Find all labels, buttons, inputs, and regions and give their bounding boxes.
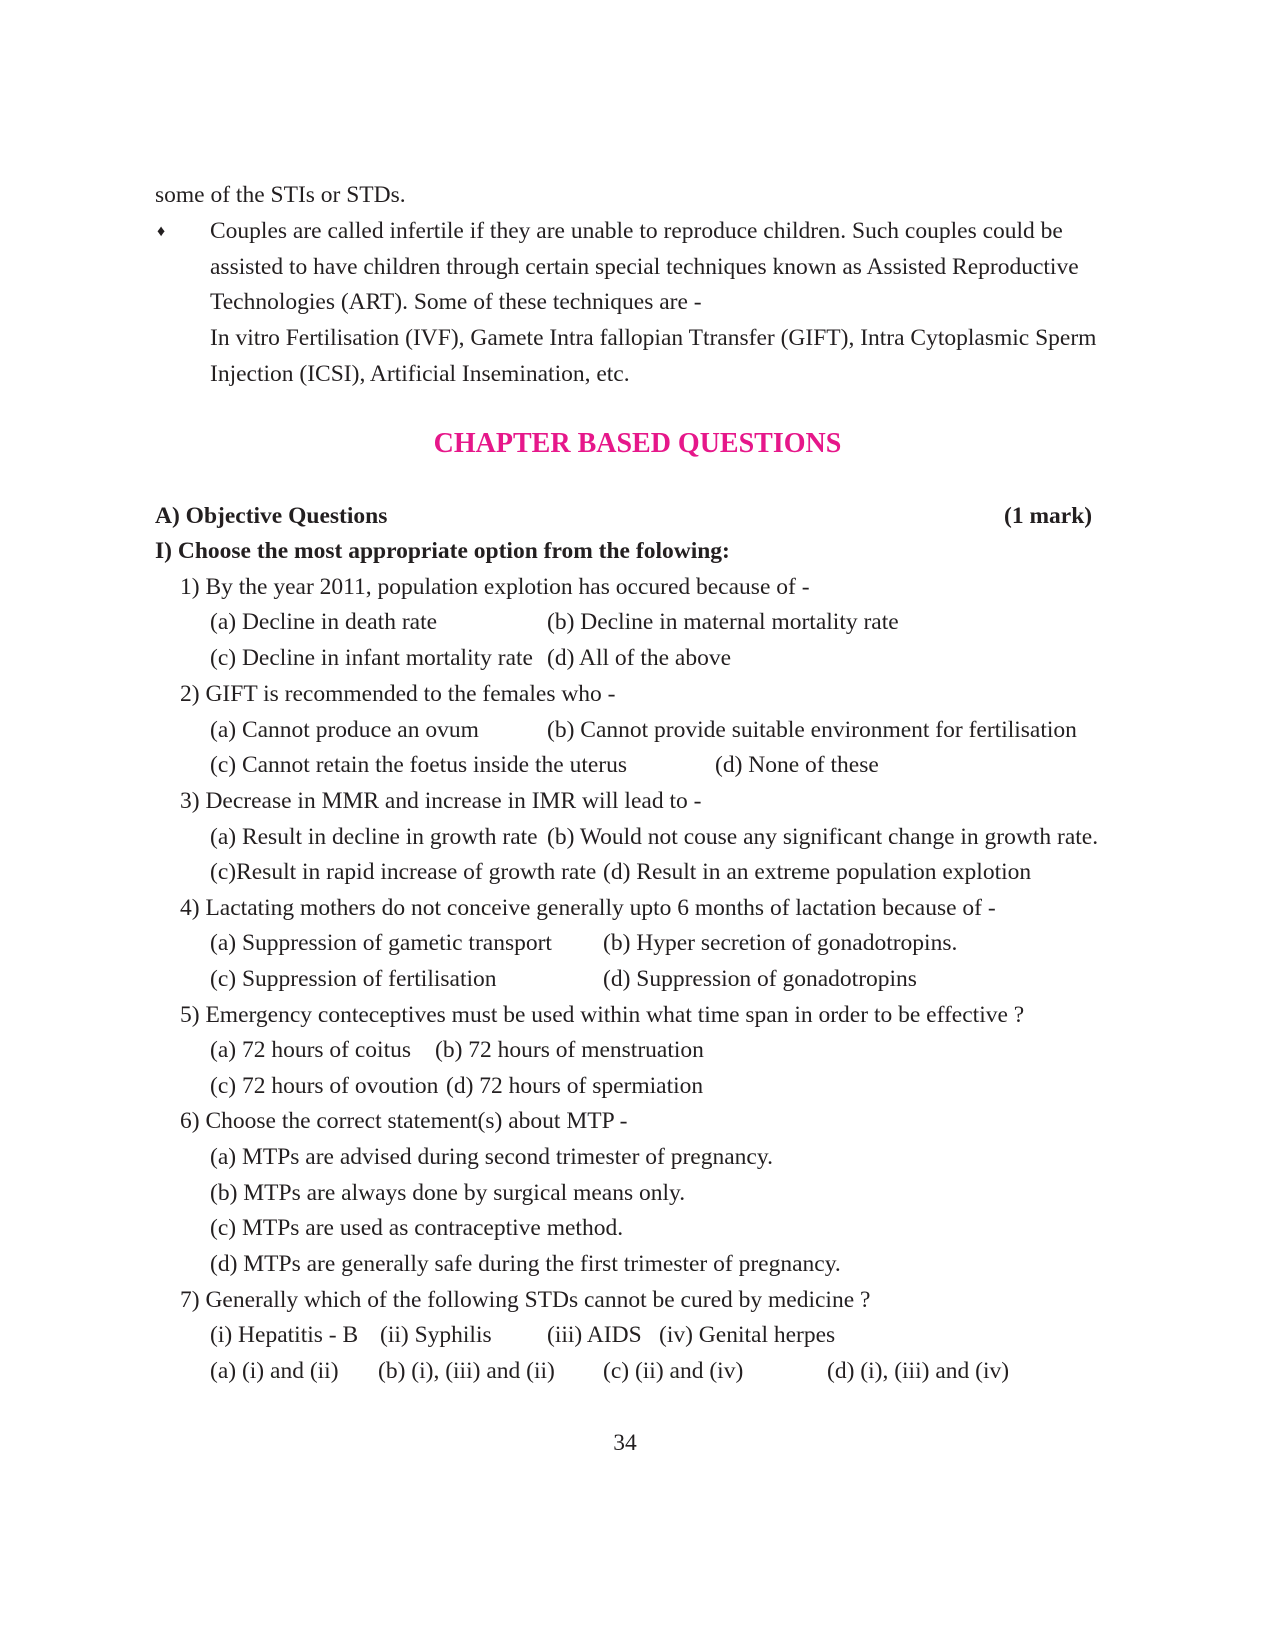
question-6-text: 6) Choose the correct statement(s) about MTP - — [180, 1108, 628, 1134]
q7-item-i: (i) Hepatitis - B — [210, 1322, 359, 1348]
question-4-text: 4) Lactating mothers do not conceive generally upto 6 months of lactation because of - — [180, 895, 996, 921]
q1-option-d: (d) All of the above — [547, 645, 732, 671]
intro-continuation-text: some of the STIs or STDs. — [155, 182, 406, 208]
q7-item-iii: (iii) AIDS — [547, 1322, 642, 1348]
q6-option-b: (b) MTPs are always done by surgical means only. — [210, 1180, 686, 1206]
q5-option-c: (c) 72 hours of ovoution — [210, 1073, 439, 1099]
chapter-heading: CHAPTER BASED QUESTIONS — [433, 428, 842, 459]
q7-item-iv: (iv) Genital herpes — [659, 1322, 836, 1348]
q4-option-a: (a) Suppression of gametic transport — [210, 930, 552, 956]
bullet-line: Technologies (ART). Some of these techniques are - — [210, 289, 702, 315]
q7-item-ii: (ii) Syphilis — [380, 1322, 492, 1348]
question-3-text: 3) Decrease in MMR and increase in IMR will lead to - — [180, 788, 702, 814]
q6-option-c: (c) MTPs are used as contraceptive method. — [210, 1215, 624, 1241]
q7-option-b: (b) (i), (iii) and (ii) — [378, 1358, 555, 1384]
q3-option-d: (d) Result in an extreme population explotion — [603, 859, 1032, 885]
q7-option-d: (d) (i), (iii) and (iv) — [827, 1358, 1010, 1384]
q3-option-c: (c)Result in rapid increase of growth rate — [210, 859, 597, 885]
q7-option-c: (c) (ii) and (iv) — [603, 1358, 744, 1384]
section-title: A) Objective Questions — [155, 503, 388, 529]
q3-option-b: (b) Would not couse any significant change in growth rate. — [547, 824, 1099, 850]
page-number: 34 — [613, 1430, 637, 1456]
q2-option-a: (a) Cannot produce an ovum — [210, 717, 479, 743]
q6-option-d: (d) MTPs are generally safe during the first trimester of pregnancy. — [210, 1251, 841, 1277]
question-1-text: 1) By the year 2011, population explotion has occured because of - — [180, 574, 810, 600]
question-5-text: 5) Emergency conteceptives must be used within what time span in order to be effective ? — [180, 1002, 1025, 1028]
q1-option-b: (b) Decline in maternal mortality rate — [547, 609, 899, 635]
question-2-text: 2) GIFT is recommended to the females who - — [180, 681, 616, 707]
diamond-bullet-icon: ♦ — [157, 223, 166, 240]
q4-option-b: (b) Hyper secretion of gonadotropins. — [603, 930, 958, 956]
q2-option-d: (d) None of these — [715, 752, 879, 778]
bullet-line: In vitro Fertilisation (IVF), Gamete Intra fallopian Ttransfer (GIFT), Intra Cytoplasmic Sperm — [210, 325, 1097, 351]
q2-option-c: (c) Cannot retain the foetus inside the uterus — [210, 752, 627, 778]
q1-option-c: (c) Decline in infant mortality rate — [210, 645, 533, 671]
q5-option-a: (a) 72 hours of coitus — [210, 1037, 412, 1063]
bullet-line: Couples are called infertile if they are unable to reproduce children. Such couples could be — [210, 218, 1063, 244]
section-marks: (1 mark) — [1004, 503, 1093, 529]
q1-option-a: (a) Decline in death rate — [210, 609, 438, 635]
section-instruction: I) Choose the most appropriate option from the folowing: — [155, 538, 730, 564]
bullet-line: assisted to have children through certain special techniques known as Assisted Reproductive — [210, 254, 1079, 280]
bullet-line: Injection (ICSI), Artificial Insemination, etc. — [210, 361, 630, 387]
q6-option-a: (a) MTPs are advised during second trimester of pregnancy. — [210, 1144, 773, 1170]
q4-option-d: (d) Suppression of gonadotropins — [603, 966, 917, 992]
q7-option-a: (a) (i) and (ii) — [210, 1358, 339, 1384]
q5-option-b: (b) 72 hours of menstruation — [435, 1037, 704, 1063]
q5-option-d: (d) 72 hours of spermiation — [446, 1073, 704, 1099]
question-7-text: 7) Generally which of the following STDs cannot be cured by medicine ? — [180, 1287, 871, 1313]
q2-option-b: (b) Cannot provide suitable environment for fertilisation — [547, 717, 1077, 743]
q3-option-a: (a) Result in decline in growth rate — [210, 824, 538, 850]
q4-option-c: (c) Suppression of fertilisation — [210, 966, 497, 992]
